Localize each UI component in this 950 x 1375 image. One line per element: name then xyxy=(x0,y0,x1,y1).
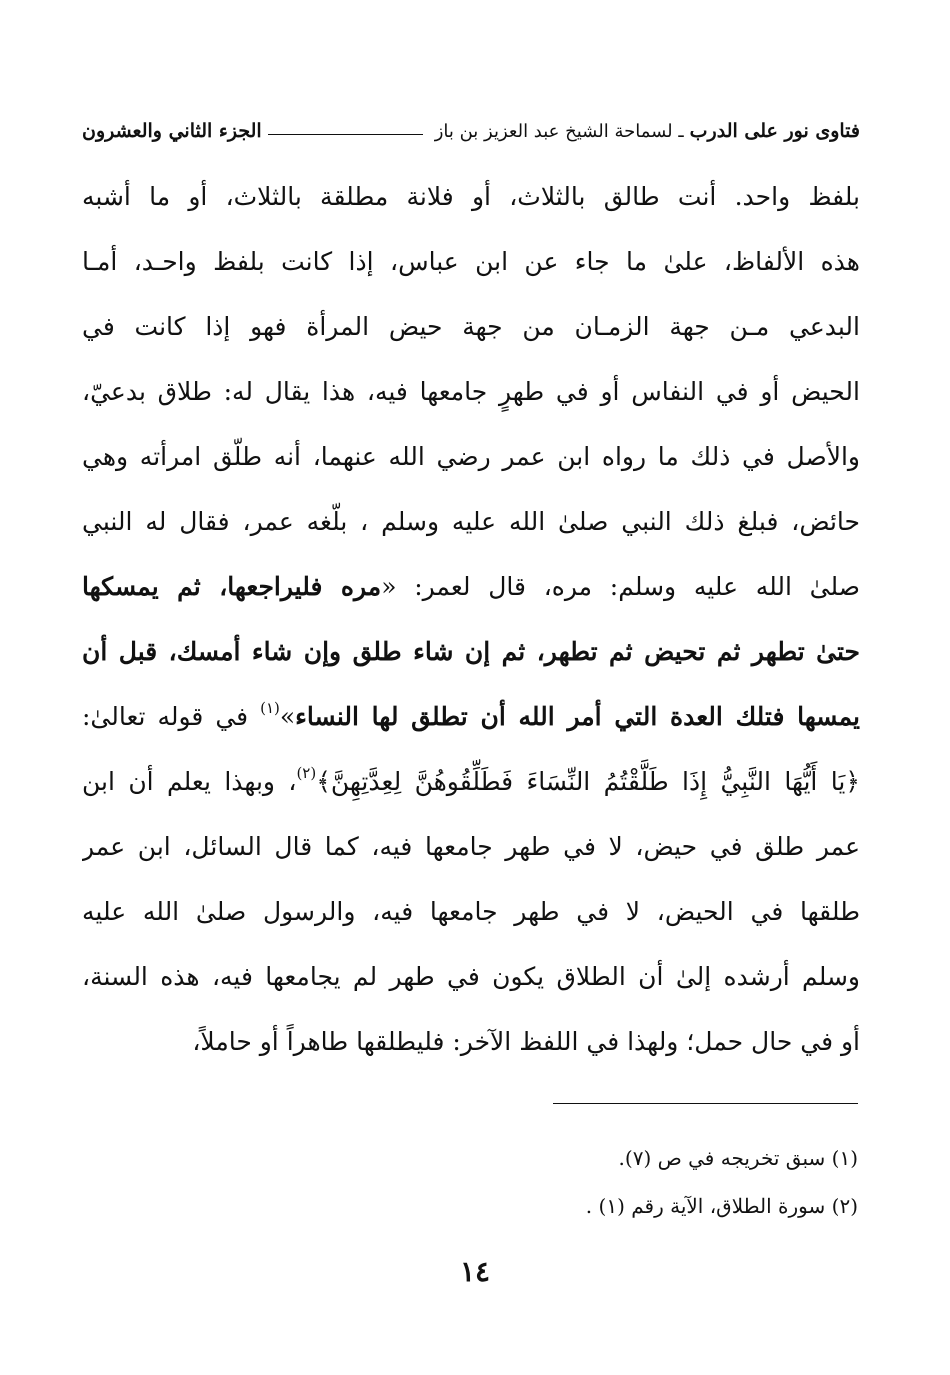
footnote-ref-1: (١) xyxy=(260,699,280,717)
header-part: الجزء الثاني والعشرون xyxy=(82,120,262,142)
main-text xyxy=(82,164,860,1074)
footnote-2: (٢) سورة الطلاق، الآية رقم (١) . xyxy=(585,1194,858,1218)
text-line-7 xyxy=(82,554,860,619)
text-line-13: وسلم أرشده إلىٰ أن الطلاق يكون في طهر لم يجامعها فيه، هذه السنة، xyxy=(82,962,860,991)
header-author: ـ لسماحة الشيخ عبد العزيز بن باز xyxy=(434,120,684,142)
text-line-10-plain: ، وبهذا يعلم أن ابن xyxy=(82,767,297,796)
text-line-1: بلفظ واحد. أنت طالق بالثلاث، أو فلانة مطلقة بالثلاث، أو ما أشبه xyxy=(82,182,860,211)
footnotes xyxy=(158,1140,858,1236)
hadith-quote-end: يمسها فتلك العدة التي أمر الله أن تطلق لها النساء xyxy=(295,702,860,731)
running-header xyxy=(82,114,860,148)
hadith-quote-line: حتىٰ تطهر ثم تحيض ثم تطهر، ثم إن شاء طلق وإن شاء أمسك، قبل أن xyxy=(82,637,860,666)
text-line-6: حائض، فبلغ ذلك النبي صلىٰ الله عليه وسلم ، بلّغه عمر، فقال له النبي xyxy=(82,507,860,536)
text-line-10 xyxy=(82,749,860,814)
hadith-quote-start: مره فليراجعها، ثم يمسكها xyxy=(82,572,382,601)
text-line-12: طلقها في الحيض، لا في طهر جامعها فيه، والرسول صلىٰ الله عليه xyxy=(82,897,860,926)
text-line-7-plain: صلىٰ الله عليه وسلم: مره، قال لعمر: « xyxy=(381,572,860,601)
text-line-5: والأصل في ذلك ما رواه ابن عمر رضي الله عنهما، أنه طلّق امرأته وهي xyxy=(82,442,860,471)
text-line-9 xyxy=(82,684,860,749)
text-line-9-plain: في قوله تعالىٰ: xyxy=(82,702,261,731)
quote-close-mark: » xyxy=(279,702,296,731)
text-line-14: أو في حال حمل؛ ولهذا في اللفظ الآخر: فليطلقها طاهراً أو حاملاً، xyxy=(192,1027,860,1056)
page-number: ١٤ xyxy=(459,1255,491,1288)
footnote-separator xyxy=(553,1103,858,1104)
header-dash-rule xyxy=(268,134,423,135)
quran-verse: ﴿يَا أَيُّهَا النَّبِيُّ إِذَا طَلَّقْتُمُ النِّسَاءَ فَطَلِّقُوهُنَّ لِعِدَّتِهِنَّ﴾ xyxy=(316,767,860,796)
footnote-1: (١) سبق تخريجه في ص (٧). xyxy=(618,1146,858,1170)
footnote-ref-2: (٢) xyxy=(296,764,317,782)
header-book-title: فتاوى نور على الدرب xyxy=(689,120,860,142)
text-line-4: الحيض أو في النفاس أو في طهرٍ جامعها فيه، هذا يقال له: طلاق بدعيّ، xyxy=(82,377,860,406)
text-line-3: البدعي مـن جهة الزمـان من جهة حيض المرأة فهو إذا كانت في xyxy=(82,312,860,341)
text-line-2: هذه الألفاظ، علىٰ ما جاء عن ابن عباس، إذا كانت بلفظ واحـد، أمـا xyxy=(82,247,860,276)
text-line-11: عمر طلق في حيض، لا في طهر جامعها فيه، كما قال السائل، ابن عمر xyxy=(82,832,860,861)
